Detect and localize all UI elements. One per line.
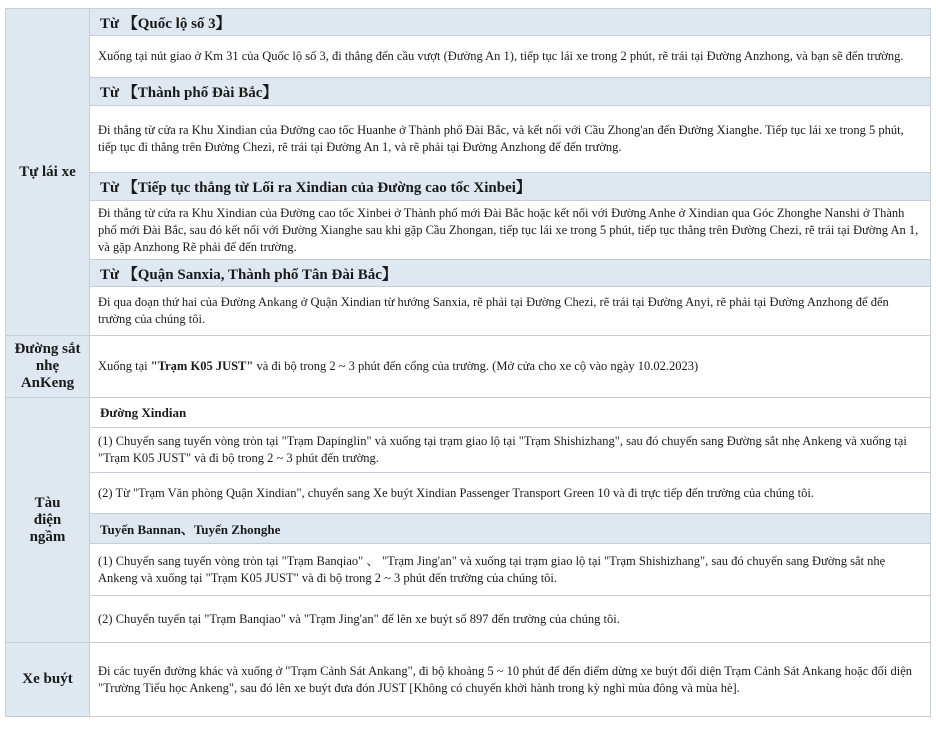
metro-line-1-item-2: (2) Từ "Trạm Văn phòng Quận Xindian", chuyển sang Xe buýt Xindian Passenger Transport Green 10 và đi trực tiếp đến trường của chúng tôi. (90, 473, 931, 514)
metro-category-cell (6, 398, 90, 643)
light-rail-text-prefix: Xuống tại (98, 359, 151, 373)
driving-route-3-text: Đi thẳng từ cửa ra Khu Xindian của Đường cao tốc Xinbei ở Thành phố mới Đài Bắc hoặc kết nối với Đường Anhe ở Xindian qua Góc Zhonghe Nanshi ở Thành phố mới Đài Bắc, sau đó kết nối với Đường Xianghe sau khi gặp Cầu Zhongan, tiếp tục lái xe trong 5 phút, tiếp tục thẳng trên Đường Chezi, rẽ trái tại Đường An 1, và gặp Anzhong Rẽ phải để đến trường. (90, 201, 931, 260)
driving-route-2-row (6, 106, 931, 173)
driving-route-4-row (6, 287, 931, 336)
driving-route-4-heading-row (6, 260, 931, 287)
metro-line-2-item-1: (1) Chuyển sang tuyến vòng tròn tại "Trạm Banqiao" 、 "Trạm Jing'an" và xuống tại trạm giao lộ tại "Trạm Shishizhang", sau đó chuyển sang Đường sắt nhẹ Ankeng và xuống tại "Trạm K05 JUST" và đi bộ trong 2 ~ 3 phút đến trường của chúng tôi. (90, 544, 931, 596)
light-rail-category-label: Đường sắt nhẹ AnKeng (14, 341, 81, 391)
driving-route-1-heading: Từ 【Quốc lộ số 3】 (90, 9, 931, 36)
transport-directions-table (5, 8, 931, 717)
metro-line-1-heading-row (6, 398, 931, 428)
metro-line-1-heading: Đường Xindian (90, 398, 931, 428)
light-rail-row (6, 336, 931, 398)
driving-route-3-heading: Từ 【Tiếp tục thẳng từ Lối ra Xindian của Đường cao tốc Xinbei】 (90, 173, 931, 201)
light-rail-text-suffix: và đi bộ trong 2 ~ 3 phút đến cổng của trường. (Mở cửa cho xe cộ vào ngày 10.02.2023) (253, 359, 699, 373)
metro-line-2-item-1-row (6, 544, 931, 596)
metro-line-2-heading-row (6, 514, 931, 544)
driving-route-4-text: Đi qua đoạn thứ hai của Đường Ankang ở Quận Xindian từ hướng Sanxia, rẽ phải tại Đường Chezi, rẽ trái tại Đường Anyi, rẽ phải tại Đường Anzhong để đến trường của chúng tôi. (90, 287, 931, 336)
metro-line-2-item-2: (2) Chuyển tuyến tại "Trạm Banqiao" và "Trạm Jing'an" để lên xe buýt số 897 đến trường của chúng tôi. (90, 596, 931, 643)
bus-row (6, 643, 931, 717)
metro-line-2-item-2-row (6, 596, 931, 643)
driving-route-1-row (6, 36, 931, 78)
driving-route-1-heading-row (6, 9, 931, 36)
driving-route-4-heading: Từ 【Quận Sanxia, Thành phố Tân Đài Bắc】 (90, 260, 931, 287)
driving-route-1-text: Xuống tại nút giao ở Km 31 của Quốc lộ số 3, đi thẳng đến cầu vượt (Đường An 1), tiếp tục lái xe trong 2 phút, rẽ trái tại Đường Anzhong, và bạn sẽ đến trường. (90, 36, 931, 78)
driving-route-2-text: Đi thẳng từ cửa ra Khu Xindian của Đường cao tốc Huanhe ở Thành phố Đài Bắc, và kết nối với Cầu Zhong'an đến Đường Xianghe. Tiếp tục lái xe trong 5 phút, tiếp tục đi thẳng trên Đường Chezi, rẽ trái tại Đường An 1, và rẽ phải tại Đường Anzhong để đến trường. (90, 106, 931, 173)
bus-category-cell (6, 643, 90, 717)
driving-route-2-heading: Từ 【Thành phố Đài Bắc】 (90, 78, 931, 106)
metro-line-1-item-2-row (6, 473, 931, 514)
driving-route-3-row (6, 201, 931, 260)
light-rail-station-name: "Trạm K05 JUST" (150, 359, 254, 373)
driving-route-2-heading-row (6, 78, 931, 106)
light-rail-text (90, 336, 931, 398)
driving-category-label: Tự lái xe (19, 163, 76, 180)
metro-line-1-item-1: (1) Chuyển sang tuyến vòng tròn tại "Trạm Dapinglin" và xuống tại trạm giao lộ tại "Trạm Shishizhang", sau đó chuyển sang Đường sắt nhẹ Ankeng và xuống tại "Trạm K05 JUST" và đi bộ trong 2 ~ 3 phút đến trường. (90, 428, 931, 473)
metro-category-label: Tàu điện ngầm (29, 494, 66, 545)
light-rail-category-cell (6, 336, 90, 398)
bus-text: Đi các tuyến đường khác và xuống ở "Trạm Cảnh Sát Ankang", đi bộ khoảng 5 ~ 10 phút để đến điểm dừng xe buýt đối diện Trạm Cảnh Sát Ankang hoặc đối diện "Trường Tiểu học Ankeng", sau đó lên xe buýt đưa đón JUST [Không có chuyến khởi hành trong kỳ nghỉ mùa đông và mùa hè]. (90, 643, 931, 717)
metro-line-1-item-1-row (6, 428, 931, 473)
bus-category-label: Xe buýt (22, 671, 73, 687)
driving-category-cell (6, 9, 90, 336)
metro-line-2-heading: Tuyến Bannan、Tuyến Zhonghe (90, 514, 931, 544)
driving-route-3-heading-row (6, 173, 931, 201)
